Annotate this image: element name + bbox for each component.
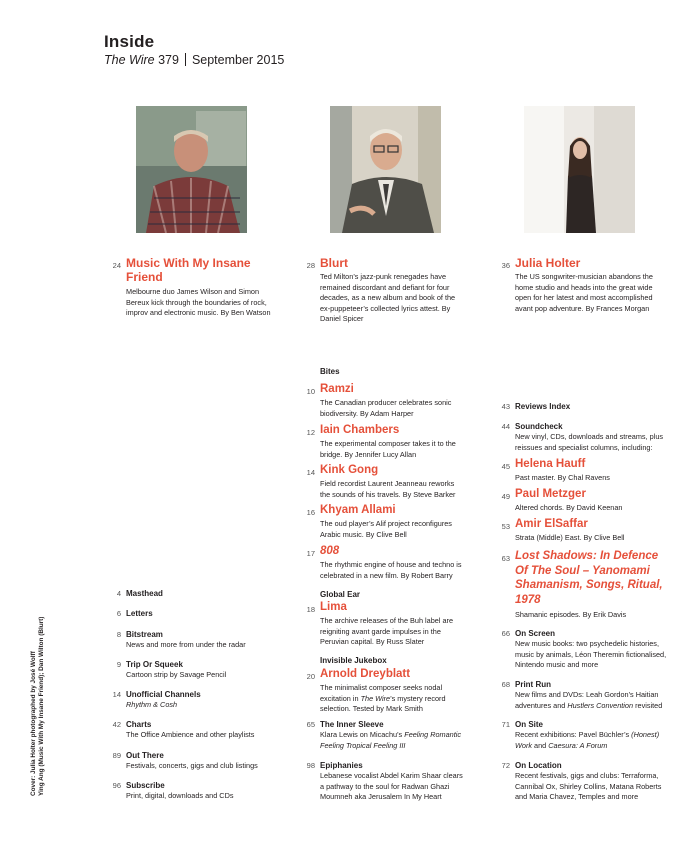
page-number: 24 [112,261,121,270]
issue-line [104,53,284,67]
photo-music-with-my-insane-friend [136,106,247,233]
section-label-bites: Bites [320,367,340,376]
feature-description: Ted Milton’s jazz-punk renegades have remained discordant and defiant for four decades, as a new album and book of the ex-puppeteer’s collected lyrics attest. By Daniel Spicer [320,272,456,324]
feature-title: Music With My Insane Friend [126,256,251,284]
photo-blurt [330,106,441,233]
photo-credit: Cover: Julia Holter photographed by José Wolff Ying Ang (Music With My Insane Friend); Dan Wilton (Blurt) [30,616,45,796]
page-number: 28 [306,261,315,270]
issue-number: 379 [158,53,179,67]
feature-title: Blurt [320,256,348,270]
section-label-invisible-jukebox: Invisible Jukebox [320,656,387,665]
divider [185,53,186,66]
feature-title: Julia Holter [515,256,581,270]
page-title: Inside [104,32,155,51]
magazine-name: The Wire [104,53,155,67]
issue-date: September 2015 [191,53,285,67]
section-label-global-ear: Global Ear [320,590,361,599]
feature-description: Melbourne duo James Wilson and Simon Bereux kick through the boundaries of rock, improv and electronic music. By Ben Watson [126,287,271,318]
photo-julia-holter [524,106,635,233]
feature-description: The US songwriter-musician abandons the home studio and heads into the great wide open for her latest and most accomplished avant pop adventure. By Frances Morgan [515,272,653,313]
page-number: 36 [501,261,510,270]
